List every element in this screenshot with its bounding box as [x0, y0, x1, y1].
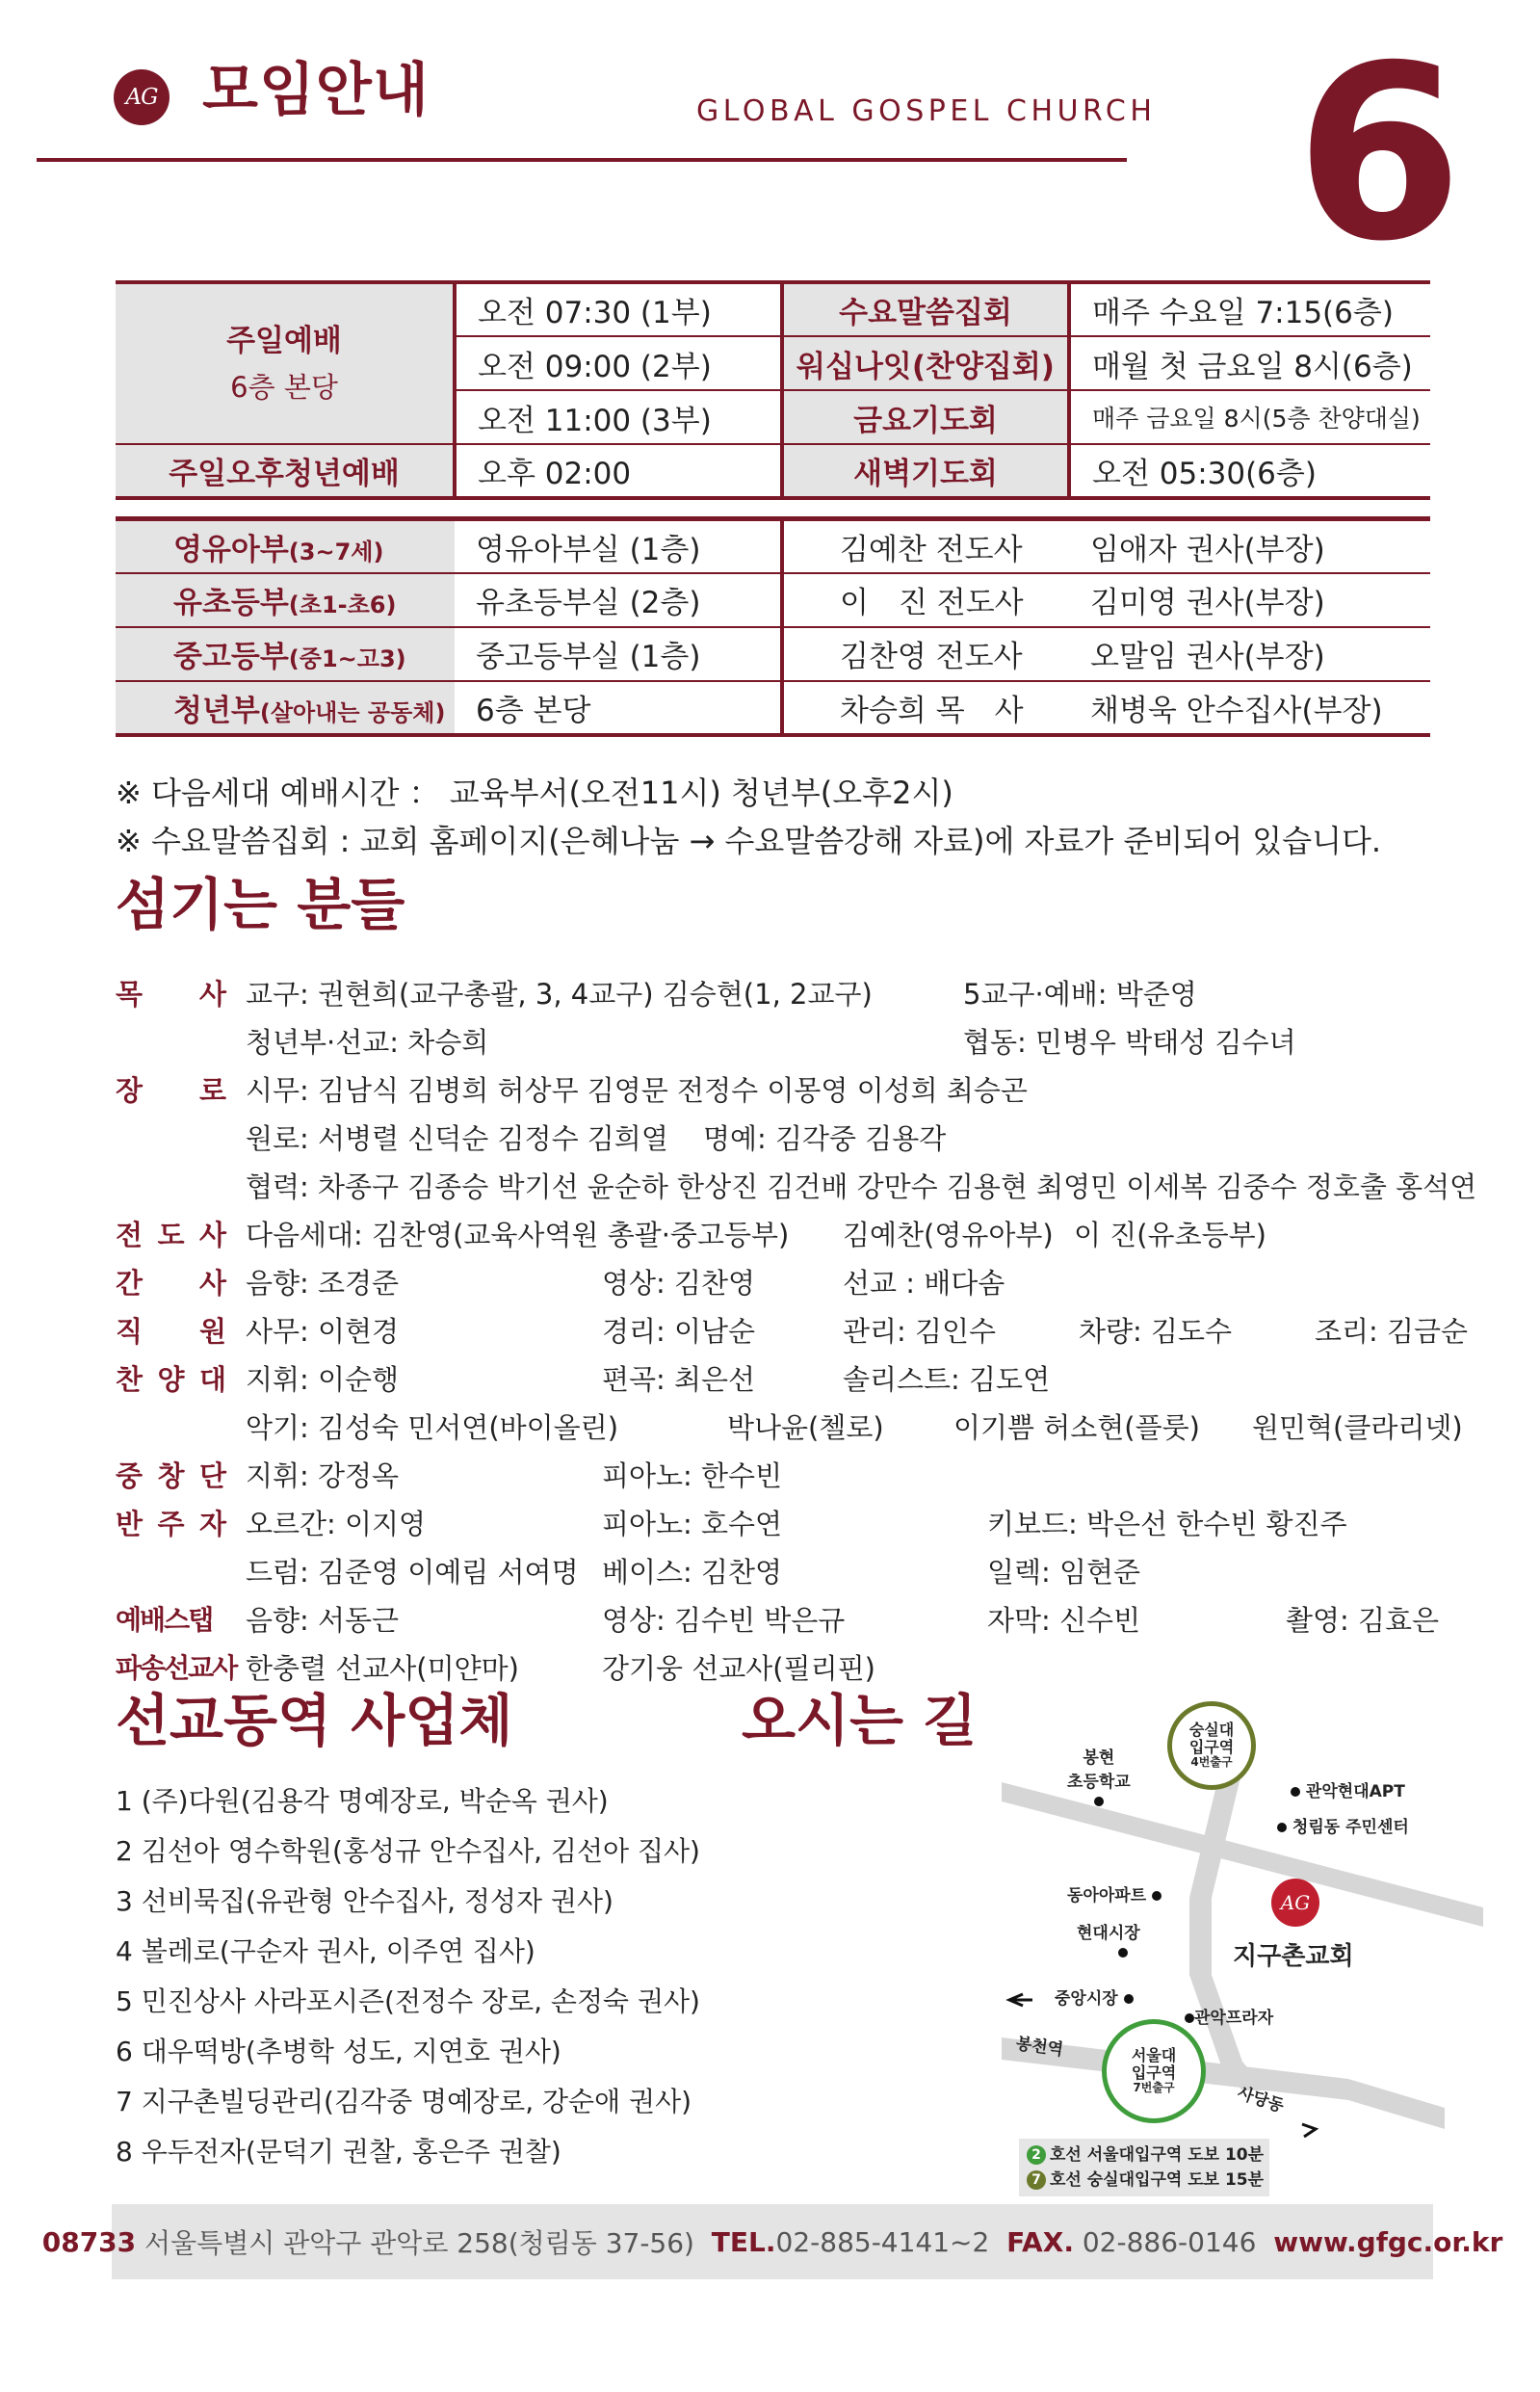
staff-entry: 촬영: 김효은	[1286, 1604, 1440, 1637]
footer-address: 서울특별시 관악구 관악로 258(청림동 37-56)	[136, 2227, 712, 2259]
staff-entry: 편곡: 최은선	[602, 1363, 756, 1396]
staff-entry: 키보드: 박은선 한수빈 황진주	[987, 1508, 1347, 1540]
map-landmark-market2: 중앙시장	[1055, 1985, 1134, 2009]
youth-service-label: 주일오후청년예배	[116, 444, 455, 498]
staff-role: 장 로	[116, 1074, 226, 1107]
staff-entry: 차량: 김도수	[1079, 1315, 1233, 1348]
map-landmark-market1: 현대시장	[1077, 1919, 1140, 1962]
map-station-snu: 서울대 입구역 7번출구	[1102, 2019, 1206, 2123]
staff-role: 중 창 단	[116, 1459, 226, 1492]
church-name-english: GLOBAL GOSPEL CHURCH	[696, 94, 1157, 128]
service-value-dawn: 오전 05:30(6층)	[1069, 444, 1430, 498]
note-next-generation: ※ 다음세대 예배시간 ： 교육부서(오전11시) 청년부(오후2시)	[116, 775, 953, 811]
list-item: 3 선비묵집(유관형 안수집사, 정성자 권사)	[116, 1885, 613, 1917]
youth-service-time: 오후 02:00	[455, 444, 782, 498]
table-row	[116, 627, 1430, 681]
map-road-sadang: 사당동	[1235, 2083, 1287, 2117]
sunday-service-label: 주일예배 6층 본당	[116, 282, 455, 444]
dept-name: 영유아부(3~7세)	[116, 519, 455, 573]
staff-entry: 강기웅 선교사(필리핀)	[602, 1652, 875, 1685]
service-label-worship-night: 워십나잇(찬양집회)	[782, 336, 1069, 390]
staff-entry: 관리: 김인수	[843, 1315, 997, 1348]
staff-entry: 원민혁(클라리넷)	[1252, 1411, 1463, 1444]
staff-role: 간 사	[116, 1267, 226, 1300]
map-landmark-apt: 관악현대APT	[1291, 1777, 1405, 1801]
service-value-friday: 매주 금요일 8시(5층 찬양대실)	[1069, 390, 1430, 444]
dept-room: 유초등부실 (2층)	[455, 573, 782, 627]
staff-entry: 시무: 김남식 김병희 허상무 김영문 전정수 이몽영 이성희 최승곤	[246, 1074, 1028, 1107]
service-value-wednesday: 매주 수요일 7:15(6층)	[1069, 282, 1430, 336]
map-legend	[1019, 2139, 1269, 2196]
staff-row	[116, 1358, 1483, 1401]
footer-fax: 02-886-0146	[1073, 2225, 1274, 2258]
staff-role: 예배스탭	[116, 1604, 213, 1636]
sunday-time-2: 오전 09:00 (2부)	[455, 336, 782, 390]
staff-role: 목 사	[116, 978, 226, 1011]
staff-row	[116, 1455, 1483, 1497]
dept-pastor: 이 진 전도사	[782, 573, 1069, 627]
staff-entry: 이 진(유초등부)	[1074, 1219, 1266, 1251]
page-title: 모임안내	[202, 57, 430, 124]
list-item: 2 김선아 영수학원(홍성규 안수집사, 김선아 집사)	[116, 1835, 700, 1867]
note-wednesday: ※ 수요말씀집회 : 교회 홈페이지(은혜나눔 → 수요말씀강해 자료)에 자료가 준비되어 있습니다.	[116, 823, 1382, 859]
directions-heading: 오시는 길	[742, 1688, 978, 1753]
staff-row	[116, 973, 1483, 1015]
dept-name: 중고등부(중1~고3)	[116, 627, 455, 681]
staff-entry: 명예: 김각중 김용각	[703, 1122, 947, 1155]
staff-entry: 오르간: 이지영	[246, 1508, 427, 1540]
map-station-soongsil: 숭실대 입구역 4번출구	[1167, 1701, 1256, 1790]
dept-leader: 임애자 권사(부장)	[1069, 519, 1430, 573]
map-church-name: 지구촌교회	[1233, 1942, 1354, 1971]
staff-entry: 조리: 김금순	[1315, 1315, 1469, 1348]
staff-entry: 피아노: 한수빈	[602, 1459, 783, 1492]
staff-entry: 원로: 서병렬 신덕순 김정수 김희열	[246, 1122, 668, 1155]
legend-line-7: 7 호선 숭실대입구역 도보 15분	[1027, 2168, 1262, 2193]
footer-zip: 08733	[41, 2225, 137, 2258]
dept-pastor: 김찬영 전도사	[782, 627, 1069, 681]
staff-entry: 솔리스트: 김도연	[843, 1363, 1051, 1396]
staff-entry: 한충렬 선교사(미얀마)	[246, 1652, 519, 1685]
list-item: 8 우두전자(문덕기 권찰, 홍은주 권찰)	[116, 2136, 561, 2168]
staff-row	[116, 1021, 1483, 1064]
page-number: 6	[1295, 13, 1453, 294]
staff-entry: 김예찬(영유아부)	[843, 1219, 1054, 1251]
staff-entry: 자막: 신수빈	[987, 1604, 1141, 1637]
staff-entry: 이기쁨 허소현(플룻)	[953, 1411, 1200, 1444]
staff-row	[116, 1166, 1483, 1208]
staff-row	[116, 1647, 1483, 1690]
staff-entry: 베이스: 김찬영	[602, 1556, 783, 1589]
dept-leader: 채병욱 안수집사(부장)	[1069, 681, 1430, 735]
staff-entry: 교구: 권현희(교구총괄, 3, 4교구) 김승현(1, 2교구)	[246, 978, 873, 1011]
staff-role: 직 원	[116, 1315, 226, 1348]
staff-row	[116, 1503, 1483, 1545]
business-heading: 선교동역 사업체	[116, 1688, 513, 1753]
staff-entry: 피아노: 호수연	[602, 1508, 783, 1540]
dept-room: 영유아부실 (1층)	[455, 519, 782, 573]
map-landmark-dong-a: 동아아파트	[1067, 1881, 1162, 1906]
footer-fax-label: FAX.	[1006, 2225, 1074, 2258]
list-item: 6 대우떡방(추병학 성도, 지연호 권사)	[116, 2036, 561, 2067]
staff-entry: 영상: 김찬영	[602, 1267, 756, 1300]
staff-entry: 5교구·예배: 박준영	[963, 978, 1197, 1011]
table-row	[116, 519, 1430, 573]
footer-tel: 02-885-4141~2	[775, 2225, 1007, 2258]
sunday-time-1: 오전 07:30 (1부)	[455, 282, 782, 336]
staff-row	[116, 1069, 1483, 1112]
staff-entry: 음향: 서동근	[246, 1604, 400, 1637]
table-row	[116, 681, 1430, 735]
map-road-bongcheon: 봉천역	[1014, 2034, 1065, 2061]
legend-line-2: 2 호선 서울대입구역 도보 10분	[1027, 2142, 1262, 2168]
staff-entry: 영상: 김수빈 박은규	[602, 1604, 846, 1637]
service-schedule-table	[116, 280, 1430, 500]
staff-entry: 다음세대: 김찬영(교육사역원 총괄·중고등부)	[246, 1219, 790, 1251]
staff-role: 반 주 자	[116, 1508, 226, 1540]
list-item: 1 (주)다원(김용각 명예장로, 박순옥 권사)	[116, 1785, 609, 1817]
table-row	[116, 573, 1430, 627]
department-table	[116, 516, 1430, 737]
staff-row	[116, 1551, 1483, 1593]
list-item: 7 지구촌빌딩관리(김각중 명예장로, 강순애 권사)	[116, 2086, 692, 2117]
staff-entry: 협력: 차종구 김종승 박기선 윤순하 한상진 김건배 강만수 김용현 최영민 이세복 김중수 정호출 홍석연	[246, 1170, 1477, 1203]
map-landmark-school: 봉현 초등학교	[1067, 1744, 1131, 1811]
church-logo: AG	[114, 69, 170, 125]
staff-entry: 드럼: 김준영 이예림 서여명	[246, 1556, 579, 1589]
dept-room: 중고등부실 (1층)	[455, 627, 782, 681]
staff-heading: 섬기는 분들	[116, 872, 405, 937]
sunday-time-3: 오전 11:00 (3부)	[455, 390, 782, 444]
staff-row	[116, 1214, 1483, 1256]
list-item: 4 볼레로(구순자 권사, 이주연 집사)	[116, 1935, 535, 1967]
staff-row	[116, 1262, 1483, 1304]
list-item: 5 민진상사 사라포시즌(전정수 장로, 손정숙 권사)	[116, 1985, 700, 2017]
staff-role: 찬 양 대	[116, 1363, 226, 1396]
header-rule	[37, 158, 1127, 162]
staff-row	[116, 1117, 1483, 1160]
staff-row	[116, 1406, 1483, 1449]
staff-entry: 청년부·선교: 차승희	[246, 1026, 489, 1059]
map-landmark-plaza: 관악프라자	[1185, 2004, 1273, 2028]
service-label-wednesday: 수요말씀집회	[782, 282, 1069, 336]
dept-leader: 오말임 권사(부장)	[1069, 627, 1430, 681]
dept-pastor: 차승희 목 사	[782, 681, 1069, 735]
dept-name: 청년부(살아내는 공동체)	[116, 681, 455, 735]
staff-entry: 박나윤(첼로)	[727, 1411, 884, 1444]
map-landmark-community-center: 청림동 주민센터	[1277, 1813, 1409, 1837]
service-value-worship-night: 매월 첫 금요일 8시(6층)	[1069, 336, 1430, 390]
staff-entry: 지휘: 이순행	[246, 1363, 400, 1396]
dept-pastor: 김예찬 전도사	[782, 519, 1069, 573]
staff-entry: 사무: 이현경	[246, 1315, 400, 1348]
staff-role: 파송선교사	[116, 1652, 237, 1684]
staff-entry: 경리: 이남순	[602, 1315, 756, 1348]
table-row	[116, 282, 1430, 336]
staff-entry: 협동: 민병우 박태성 김수녀	[963, 1026, 1296, 1059]
service-label-dawn: 새벽기도회	[782, 444, 1069, 498]
staff-entry: 악기: 김성숙 민서연(바이올린)	[246, 1411, 619, 1444]
dept-room: 6층 본당	[455, 681, 782, 735]
staff-entry: 지휘: 강정옥	[246, 1459, 400, 1492]
footer-website[interactable]: www.gfgc.or.kr	[1273, 2225, 1503, 2258]
footer-tel-label: TEL.	[711, 2225, 776, 2258]
staff-entry: 선교 : 배다솜	[843, 1267, 1005, 1300]
dept-leader: 김미영 권사(부장)	[1069, 573, 1430, 627]
service-label-friday: 금요기도회	[782, 390, 1069, 444]
staff-entry: 일렉: 임현준	[987, 1556, 1141, 1589]
footer-contact	[41, 2204, 1503, 2279]
staff-entry: 음향: 조경준	[246, 1267, 400, 1300]
map-church-logo: AG	[1271, 1879, 1319, 1927]
staff-row	[116, 1599, 1483, 1642]
staff-role: 전 도 사	[116, 1219, 226, 1251]
directions-map	[1002, 1705, 1483, 2196]
staff-row	[116, 1310, 1483, 1353]
table-row	[116, 444, 1430, 498]
dept-name: 유초등부(초1-초6)	[116, 573, 455, 627]
